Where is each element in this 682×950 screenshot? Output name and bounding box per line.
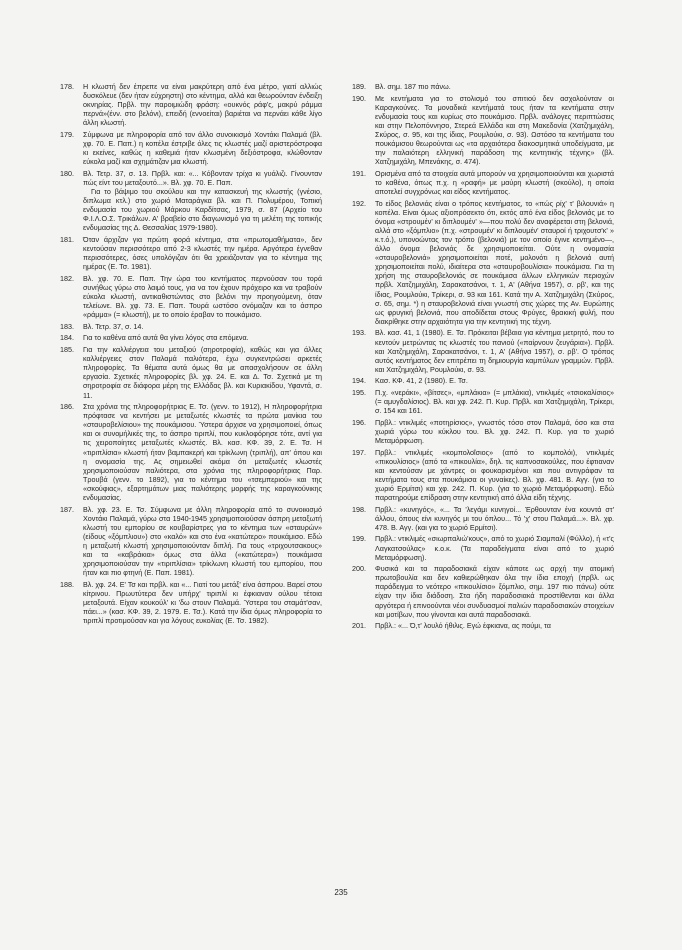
footnote-paragraph: Όταν άρχιζαν για πρώτη φορά κέντημα, στα «πρωτομαθήματα», δεν κεντούσαν περισσότερο από 2-3 κλωστές την ημέρα. Αργότερα έγνεθαν περισσότερες, όσες υπολόγιζαν ότι θα χρειάζονταν για το κέντημα της ημέρας (Ε. Τσ. 1981). <box>83 235 322 272</box>
footnote-paragraph: Βλ. χφ. 23. Ε. Τσ. Σύμφωνα με άλλη πληροφορία από το συνοικισμό Χοντάκι Παλαμά, γύρω στα 1940-1945 χρησιμοποιούσαν άσπρη μεταξωτή κλωστή του εμπορίου σε κουβαρίστρες για το κέντημα των «σταυρών» (είδους «ξόμπλιου») στο «καλό» και στο ένα «κατώτερο» πουκάμισο. Εδώ η μεταξωτή κλωστή χρησιμοποιούνταν διπλή. Για τους «τριχουτσακους» και τα «καβράκια» όμως στα άλλα («κατώτερα») πουκάμισα χρησιμοποιούσαν την «τιριπλίσια» τρίκλωνη κλωστή του εμπορίου, που ήταν και πιο φτηνή (Ε. Παπ. 1981). <box>83 504 322 578</box>
footnote <box>60 333 322 342</box>
footnote <box>60 235 322 271</box>
footnote-text <box>375 169 614 196</box>
footnote-paragraph: Κασ. ΚΦ. 41, 2 (1980). Ε. Τσ. <box>375 376 468 386</box>
footnote-paragraph: Το είδος βελονιάς είναι ο τρόπος κεντήματος, το «πώς ρίχ' τ' βιλουνιά» η κοπέλα. Είναι όμως αξιοπρόσεκτο ότι, εκτός από ένα είδος βελονιάς με το όνομα «στρουμέν' κι διπλουμέν' »—που πολύ δεν αναφέρεται στη βελονιά, αλλά στο «ξόμπλιο» (π.χ. «στρουμέν' κι διπλουμέν' σταυροί ή τριχουτσ'κ' » κ.τ.ό.), υπονοώντας τον τρόπο (βελονιά) με τον οποίο έγινε κεντημένο—, άλλο όνομα βελονιάς δε χρησιμοποιείται. Ούτε η ονομασία «σταυροβελονιά» χρησιμοποιείται ποτέ, μολονότι η βελονιά αυτή χρησιμοποιείται πολύ, ιδιαίτερα στα «σταυροβουλίσια» πουκάμισα. Για τη χρήση της σταυροβελονιάς σε πουκάμισα άλλων ελληνικών περιοχών πρβλ. Χατζημιχάλη, Σαρακατσάνοι, τ. 1, Α' (Αθήνα 1957), σ. ρβ', και της ίδιας, Ρουμλούκι, Τρίκερι, σ. 93 και 161. Κατά την Α. Χατζημιχάλη (Σκύρος, σ. 65, σημ. *) η σταυροβελονιά είναι γνωστή στις χώρες της Αν. Ευρώπης ως φρυγική βελονιά, που αποδίδεται στους Φρύγες, θρακική φυλή, που διακρίθηκε στην αρχαιότητα για την κεντητική της τέχνη. <box>375 198 614 326</box>
footnote-paragraph: Βλ. σημ. 187 πιο πάνω. <box>375 82 451 91</box>
footnote <box>352 418 614 445</box>
footnote-paragraph: Βλ. Τετρ. 37, σ. 14. <box>83 321 144 331</box>
footnote-text <box>375 621 614 630</box>
footnote <box>60 274 322 319</box>
page-number: 235 <box>334 888 348 897</box>
footnote-paragraph: Πρβλ.: ντικλιμές «σιωρπαλιώ'κους», από το χωριό Σιαμπαλί (Φύλλο), ή «τ'ς Λαγκατσούλας» κ.ο.κ. (Τα παραδείγματα είναι από το χωριό Μεταμόρφωση). <box>375 534 614 562</box>
footnote-text <box>375 94 614 167</box>
footnote-text <box>375 388 614 415</box>
footnote-text <box>83 505 322 578</box>
footnote-text <box>375 328 614 373</box>
footnote <box>352 328 614 373</box>
footnote-number: 188. <box>60 579 74 589</box>
footnote <box>60 345 322 400</box>
footnote <box>60 505 322 578</box>
footnote-text <box>83 333 322 342</box>
footnote-number: 189. <box>352 82 366 91</box>
footnote-paragraph: Ορισμένα από τα στοιχεία αυτά μπορούν να χρησιμοποιούνται και χωριστά το καθένα, όπως π.χ. η «ραφή» με μαύρη κλωστή (σκούλο), η οποία αποτελεί συγχρόνως και είδος κεντήματος. <box>375 168 614 197</box>
footnote-paragraph: Για το βάψιμο του σκούλου και την κατασκευή της κλωστής (γνέσιο, διπλωμα κτλ.) στο χωριό Ματαράγκα βλ. και Π. Πολυμέρου, Τοπική ενδυμασία του χωριού Μάρκου Καρδίτσας, 1979, σ. 87 (Αρχείο του Φ.Ι.Λ.Ο.Σ. Τρικάλων. Α' βραβείο στο διαγωνισμό για τη μελέτη της τοπικής ενδυμασίας της Δ. Θεσσαλίας 1979-1980). <box>83 187 322 233</box>
footnote-paragraph: Πρβλ.: «κυνηγός», «... Τα 'λεγάμι κυνηγοί... Έρθουνταν ένα κουντά στ' άλλου, όπους είνι κυνηγός μι του όπλου... Τό 'χ' στου Παλαμά...». Βλ. χφ. 478. Β. Αγγ. (και για το χωριό Ερμίτσι). <box>375 504 614 532</box>
footnote-text <box>375 82 614 91</box>
footnote-paragraph: Στα χρόνια της πληροφορήτριας Ε. Τσ. (γενν. το 1912), Η πληροφορήτρια πρόφτασε να κεντήσει με μεταξωτές κλωστές τα πρώτα μανίκια του «σταυροβελίσιου» της πουκάμισου. Ύστερα άρχισε να χρησιμοποιεί, όπως και οι συνομήλικές της, το άσπρο τιριπλί, που κυκλοφόρησε τότε, αντί για τις χειροποίητες μεταξωτές κλωστές. Βλ. κασ. ΚΦ. 39, 2. Ε. Τσ. Η «τιριπλίσια» κλωστή ήταν βαμπακερή και τρίκλωνη (τριπλή), απ' όπου και η ονομασία της. Ας σημειωθεί ακόμα ότι μεταξωτές κλωστές χρησιμοποιούσαν παλιότερα, στα χρόνια της πληροφορήτριας Παρ. Τρουβά (γενν. το 1892), για το κέντημα του «τσεμπεριού» και της «σκούφιας», εξαρτημάτων μιας παλιότερης μορφής της καραγκούνικης ενδυμασίας. <box>83 402 322 503</box>
footnote-paragraph: Βλ. κασ. 41, 1 (1980). Ε. Τσ. Πρόκειται βέβαια για κέντημα μετρητό, που το κεντούν μετρώντας τις κλωστές του πανιού («παίρνουν ζευγάρια»). Πρβλ. και Χατζημιχάλη, Σαρακατσάνοι, τ. 1, Α' (Αθήνα 1957), σ. ρβ'. Ο τρόπος αυτός κεντήματος δεν επιτρέπει τη δημιουργία καμπύλων γραμμών. Πρβλ. και Χατζημιχάλη, Ρουμλούκι, σ. 93. <box>375 328 614 374</box>
footnote-number: 201. <box>352 621 366 631</box>
left-notes-column <box>60 82 322 628</box>
footnote <box>352 169 614 196</box>
footnote-paragraph: Π.χ. «νεράκι», «βίτσες», «μπλάκια» (= μπλάκια), ντικλιμές «τσιοκαλίσιος» (= αμυγδαλίσιος). Βλ. και χφ. 242. Π. Κυρ. Πρβλ. και Χατζημιχάλη, Τρίκερι, σ. 154 και 161. <box>375 388 614 416</box>
footnote-number: 197. <box>352 447 366 457</box>
footnote-paragraph: Βλ. χφ. 24. Ε' Τσ και πρβλ. και «... Γιατί του μετάξ' είνα άσπρου. Βαρεί στου κίτρινου. Πρωυτύτερα δεν υπήρχ' τιριπλί κι έφκιαναν ούλου τέτοια μεταξουτά. Είχαν κουκούλ' κι 'δω στουν Παλαμά. Ύστερα του σταμάτ'σαν, πάει...» (κασ. ΚΦ. 39, 2. 1979. Ε. Τσ.). Κατά την ίδια όμως πληροφορία το τιριπλί προτιμούσαν και για λόγους ευκολίας (Ε. Τσ. 1982). <box>83 579 322 626</box>
footnote-text <box>375 418 614 445</box>
footnote-text <box>83 274 322 319</box>
footnote <box>352 199 614 326</box>
footnote-paragraph: Για το καθένα από αυτά θα γίνει λόγος στα επόμενα. <box>83 333 249 343</box>
footnote-number: 199. <box>352 534 366 544</box>
footnote <box>60 322 322 331</box>
footnote-text <box>375 564 614 619</box>
footnote <box>352 505 614 532</box>
footnote-number: 193. <box>352 328 366 338</box>
footnote-paragraph: Πρβλ.: ντικλιμές «ποτηρίσιος», γνωστός τόσο στον Παλαμά, όσο και στα χωριά γύρω του κύκλου του. Βλ. χφ. 242. Π. Κυρ. για το χωριό Μεταμόρφωση. <box>375 417 614 445</box>
footnote-number: 198. <box>352 504 366 514</box>
footnote-number: 194. <box>352 376 366 386</box>
footnote-text <box>83 580 322 625</box>
footnote-paragraph: Βλ. Τετρ. 37, σ. 13. Πρβλ. και: «... Κόβονταν τρίχα κι γυάλιζι. Γίνουνταν πώς είντ του μεταξουτό...». Βλ. χφ. 70. Ε. Παπ. <box>83 168 322 187</box>
footnote-paragraph: Με κεντήματα για το στολισμό του σπιτιού δεν ασχολούνταν οι Καραγκούνες. Τα μοναδικά κεντήματά τους ήταν τα κεντήματα στην ενδυμασία τους και κυρίως στο πουκάμισο. Πρβλ. ανάλογες περιπτώσεις και στην Πελοπόννησο, Στερεά Ελλάδα και στη Μακεδονία (Χατζημιχάλη, Σκύρος, σ. 95, και της ίδιας, Ρουμλούκι, σ. 93). Ωστόσο τα κεντήματα του πουκάμισου θεωρούνται ως «τα αρχαιότερα διακοσμητικά υποδείγματα, με την παλαιότερη ελληνική παράδοση της κεντητικής τέχνης» (βλ. Χατζημιχάλη, Μπενάκης, σ. 474). <box>375 93 614 167</box>
footnote-number: 179. <box>60 129 74 139</box>
footnote-text <box>83 402 322 502</box>
footnote-number: 178. <box>60 82 74 91</box>
footnote-number: 187. <box>60 504 74 514</box>
footnote <box>352 376 614 385</box>
footnote-number: 181. <box>60 235 74 244</box>
footnote-number: 185. <box>60 345 74 355</box>
footnote <box>352 534 614 561</box>
footnote-text <box>375 534 614 561</box>
footnote <box>352 448 614 503</box>
footnote-text <box>375 505 614 532</box>
footnote-text <box>83 235 322 271</box>
footnote-text <box>375 199 614 326</box>
footnote-paragraph: Σύμφωνα με πληροφορία από τον άλλο συνοικισμό Χοντάκι Παλαμά (βλ. χφ. 70. Ε. Παπ.) η κοπέλα έστριβε όλες τις κλωστές μαζί αριστερόστροφα κι εκείνες, καθώς η καθεμιά ήταν κλωσμένη δεξιόστροφα, κλώθονταν εύκολα μαζί και σχημάτιζαν μια κλωστή. <box>83 129 322 167</box>
footnote-number: 195. <box>352 388 366 397</box>
footnote <box>60 402 322 502</box>
footnote <box>60 130 322 166</box>
footnote-number: 200. <box>352 564 366 574</box>
footnote-text <box>375 376 614 385</box>
footnote <box>60 580 322 625</box>
footnote-paragraph: Φυσικά και τα παραδοσιακά είχαν κάποτε ως αρχή την ατομική πρωτοβουλία και δεν καθιερώθηκαν όλα την ίδια εποχή (πρβλ. ως παράδειγμα το νεότερο «πικουλίσιο» ξόμπλιο, σημ. 197 πιο πάνω) ούτε είχαν την ίδια διάδοση. Στα ήδη παραδοσιακά προστίθενται και άλλα αργότερα ή επινοούνται νέοι συνδυασμοί παλιών παραδοσιακών στοιχείων και μοτίβων, που γίνονται και αυτά παραδοσιακά. <box>375 564 614 619</box>
footnote-text <box>83 345 322 400</box>
footnote-text <box>83 322 322 331</box>
footnote-text <box>83 82 322 127</box>
footnote-paragraph: Για την καλλιέργεια του μεταξιού (σηροτροφία), καθώς και για άλλες καλλιέργειες στον Παλαμά παλιότερα, έχω συγκεντρώσει αρκετές πληροφορίες. Τα θέματα αυτά όμως θα με απασχολήσουν σε άλλη εργασία. Σχετικές πληροφορίες βλ. χφ. 24. Ε. και Δ. Τσ. Σχετικά με τη σηροτροφία σε διάφορα μέρη της Ελλάδας βλ. και Κυριακίδου, Υφαντά, σ. 11. <box>83 345 322 400</box>
footnote-number: 184. <box>60 333 74 343</box>
footnote-paragraph: Βλ. χφ. 70. Ε. Παπ. Την ώρα του κεντήματος περνούσαν του τορά συνήθως γύρω στο λαιμό τους, για να τον έχουν πρόχειρο και να τραβούν εύκολα κλωστή, αντικαθιστώντας στο βελόνι την προηγούμενη, όταν τελείωνε. Βλ. χφ. 73. Ε. Παπ. Τουρά ωστόσο ονόμαζαν και το άσπρο «ράμμα» (= κλωστή), με το οποίο έραβαν το πουκάμισο. <box>83 273 322 320</box>
footnote-paragraph: Η κλωστή δεν έπρεπε να είναι μακρύτερη από ένα μέτρο, γιατί αλλιώς δυσκόλευε (δεν ήταν εύχρηστη) στο κέντημα, αλλά και θεωρούνταν ένδειξη οκνηρίας. Πρβλ. την παροιμιώδη φράση: «ουκνός ράφ'ς, μακρύ ράμμα περνά»(ένν. στο βελόνι), επειδή (εννοείται) βαριέται να περνάει κάθε λίγο άλλη κλωστή. <box>83 82 322 128</box>
footnote-text <box>375 448 614 503</box>
footnote-number: 180. <box>60 168 74 178</box>
footnote <box>352 388 614 415</box>
right-notes-column <box>352 82 614 633</box>
footnote-text <box>83 130 322 166</box>
footnote-paragraph: Πρβλ.: ντικλιμές «κομπολοΐσιος» (από το κομπολόι), ντικλιμές «πικουλίσιος» (από τα «πικουλία», δηλ. τις καπνοσακούλες, που έφτιαναν και κεντούσαν με χάντρες οι φουκαρισμένοι και που αντιγράφαν τα κεντήματα τους στα πουκάμισα οι γυναίκες). Βλ. χφ. 481. Β. Αγγ. (για το χωριό Ερμίτσι) και χφ. 242. Π. Κυρ. (για το χωριό Μεταμόρφωση). Εδώ παρατηρούμε επίδραση στην κεντητική από άλλα είδη τέχνης. <box>375 447 614 503</box>
footnote-number: 183. <box>60 321 74 331</box>
footnote <box>352 82 614 91</box>
footnote-number: 196. <box>352 417 366 427</box>
footnote-text <box>83 169 322 233</box>
footnote-number: 191. <box>352 168 366 178</box>
footnote <box>352 94 614 167</box>
footnote <box>352 621 614 630</box>
footnote-number: 190. <box>352 93 366 103</box>
footnote-number: 182. <box>60 273 74 283</box>
footnote-number: 192. <box>352 198 366 208</box>
footnote <box>60 82 322 127</box>
footnote-paragraph: Πρβλ.: «... Ό,τ' λουλό ήθιλις. Εγώ έφκιανα, ας πούμι, τα <box>375 621 551 631</box>
footnote-number: 186. <box>60 402 74 412</box>
footnote <box>60 169 322 233</box>
footnote <box>352 564 614 619</box>
